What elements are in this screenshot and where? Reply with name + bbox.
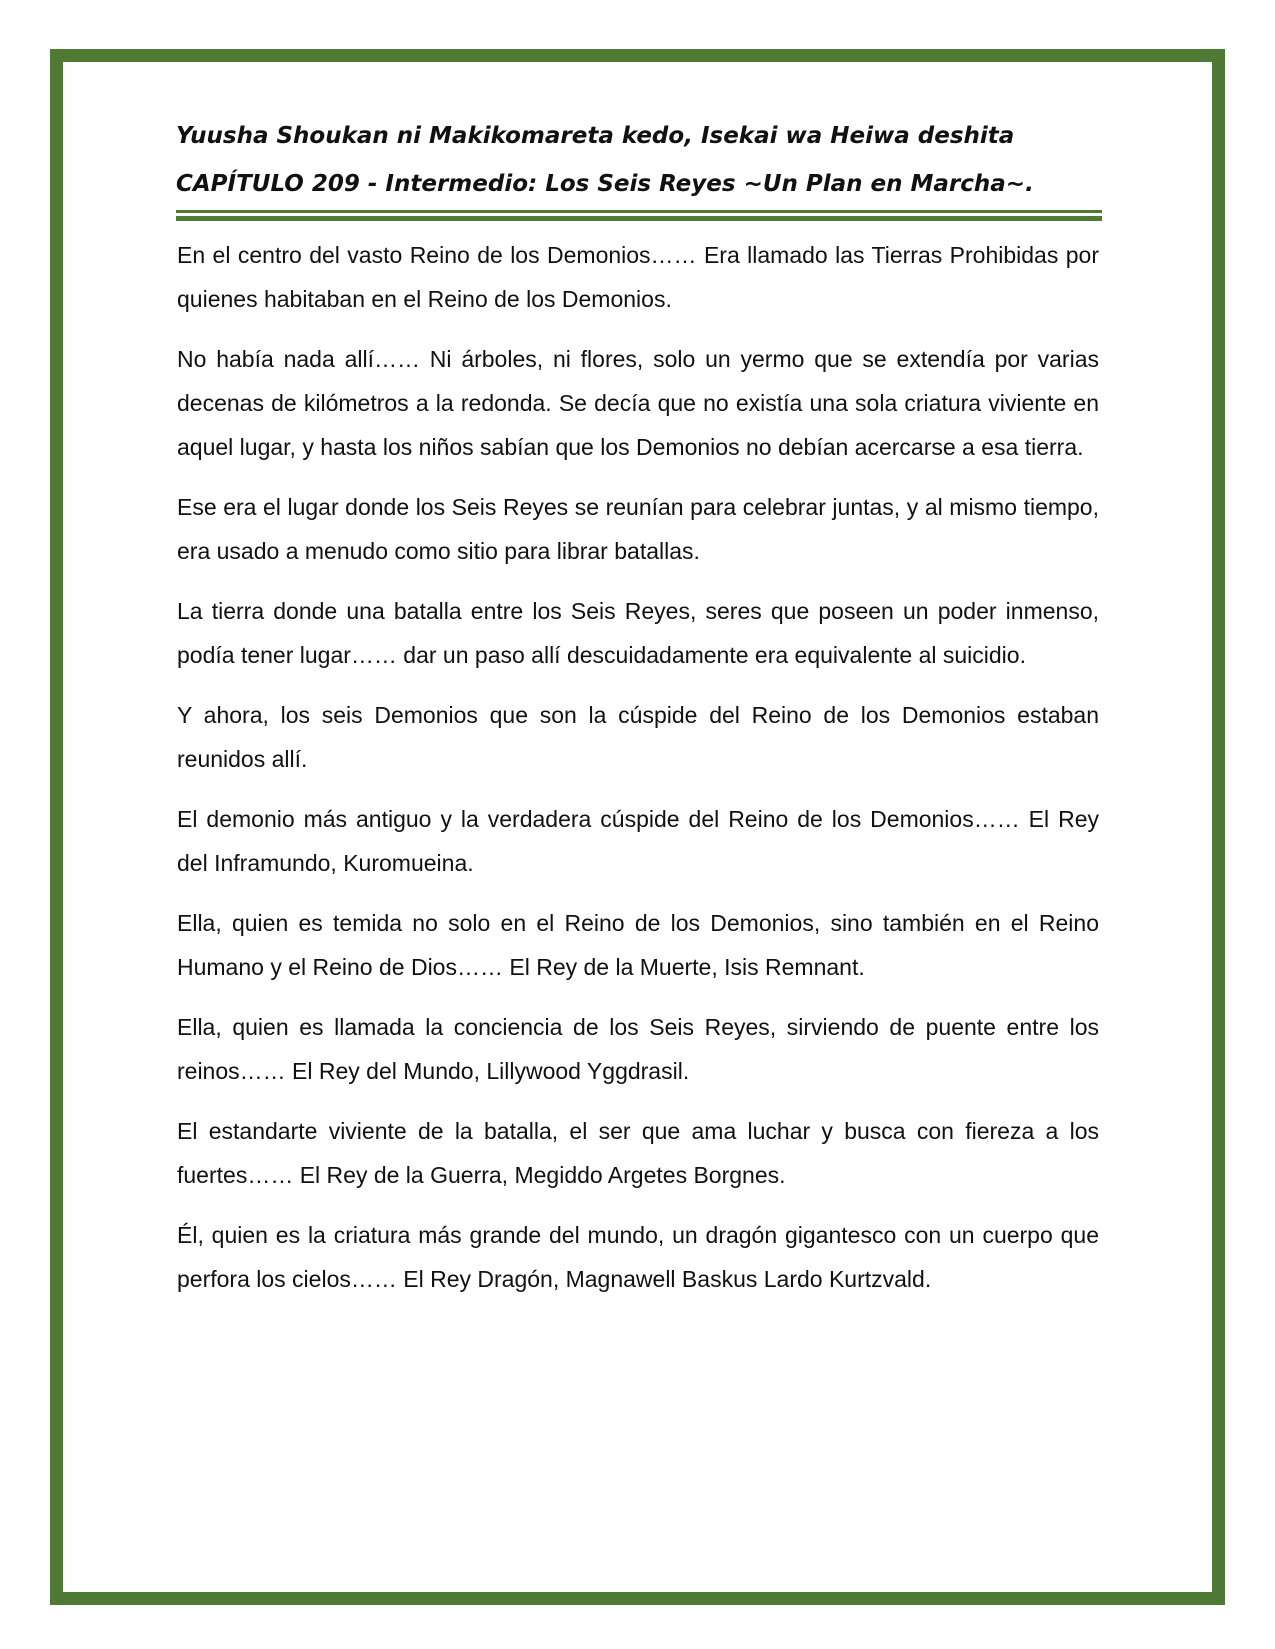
title-divider xyxy=(176,210,1102,221)
chapter-title: CAPÍTULO 209 - Intermedio: Los Seis Reyes ~Un Plan en Marcha~. xyxy=(176,171,1034,197)
paragraph: El demonio más antiguo y la verdadera cúspide del Reino de los Demonios…… El Rey del Inframundo, Kuromueina. xyxy=(177,806,1099,876)
chapter-body xyxy=(177,233,1099,1317)
paragraph: El estandarte viviente de la batalla, el ser que ama luchar y busca con fiereza a los fuertes…… El Rey de la Guerra, Megiddo Argetes Borgnes. xyxy=(177,1118,1099,1188)
paragraph: Ella, quien es temida no solo en el Reino de los Demonios, sino también en el Reino Humano y el Reino de Dios…… El Rey de la Muerte, Isis Remnant. xyxy=(177,910,1099,980)
series-title: Yuusha Shoukan ni Makikomareta kedo, Isekai wa Heiwa deshita xyxy=(176,123,1015,149)
paragraph: La tierra donde una batalla entre los Seis Reyes, seres que poseen un poder inmenso, podía tener lugar…… dar un paso allí descuidadamente era equivalente al suicidio. xyxy=(177,598,1099,668)
paragraph: Él, quien es la criatura más grande del mundo, un dragón gigantesco con un cuerpo que perfora los cielos…… El Rey Dragón, Magnawell Baskus Lardo Kurtzvald. xyxy=(177,1222,1099,1292)
title-divider-thick-line xyxy=(176,216,1102,221)
chapter-header xyxy=(176,112,1102,221)
paragraph: En el centro del vasto Reino de los Demonios…… Era llamado las Tierras Prohibidas por quienes habitaban en el Reino de los Demonios. xyxy=(177,242,1099,312)
paragraph: Y ahora, los seis Demonios que son la cúspide del Reino de los Demonios estaban reunidos allí. xyxy=(177,702,1099,772)
paragraph: Ella, quien es llamada la conciencia de los Seis Reyes, sirviendo de puente entre los reinos…… El Rey del Mundo, Lillywood Yggdrasil. xyxy=(177,1014,1099,1084)
paragraph: Ese era el lugar donde los Seis Reyes se reunían para celebrar juntas, y al mismo tiempo, era usado a menudo como sitio para librar batallas. xyxy=(177,494,1099,564)
paragraph: No había nada allí…… Ni árboles, ni flores, solo un yermo que se extendía por varias decenas de kilómetros a la redonda. Se decía que no existía una sola criatura viviente en aquel lugar, y hasta los niños sabían que los Demonios no debían acercarse a esa tierra. xyxy=(177,346,1099,460)
